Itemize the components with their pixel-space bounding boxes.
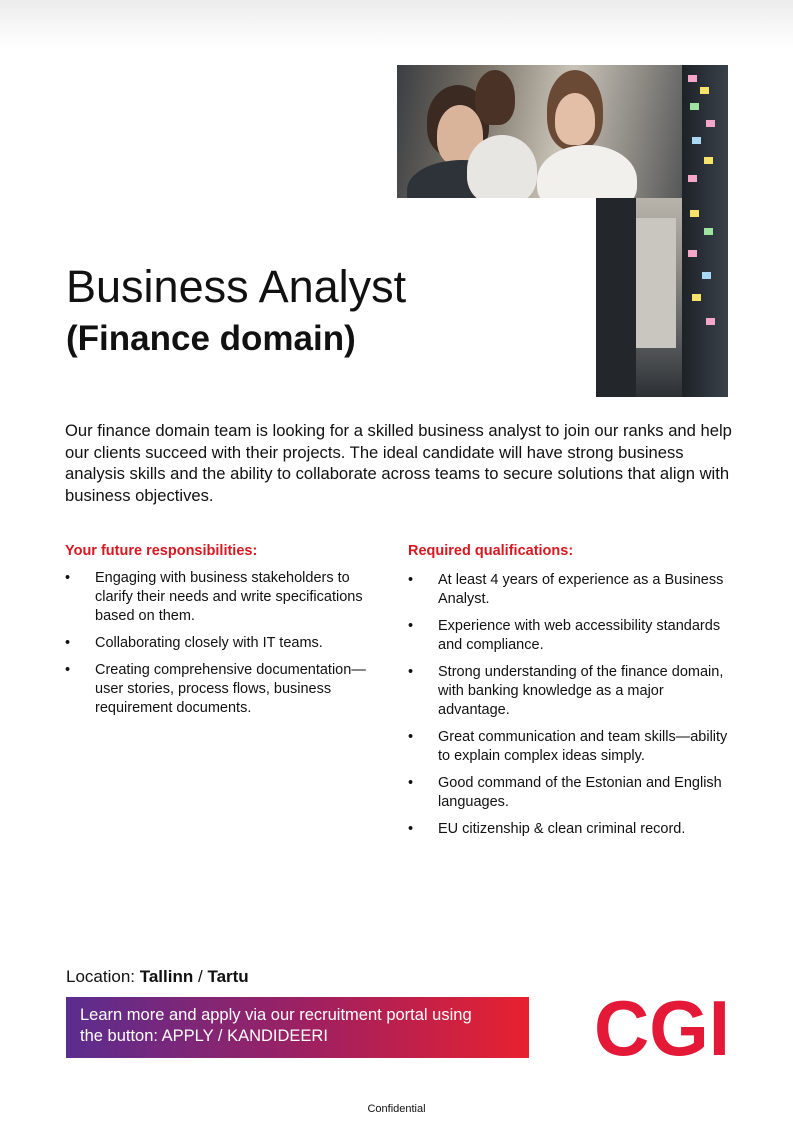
team-photo-side bbox=[596, 198, 728, 397]
bullet-icon: • bbox=[408, 821, 414, 837]
list-item: • Strong understanding of the finance domain, with banking knowledge as a major advantage. bbox=[408, 664, 724, 718]
bullet-icon: • bbox=[408, 729, 414, 745]
apply-banner[interactable] bbox=[66, 997, 529, 1058]
list-item: • At least 4 years of experience as a Business Analyst. bbox=[408, 572, 724, 607]
top-shadow bbox=[0, 0, 793, 48]
location-city-tallinn: Tallinn bbox=[139, 967, 194, 986]
location-separator: / bbox=[197, 967, 203, 986]
location-city-tartu: Tartu bbox=[207, 967, 249, 986]
team-photo-top bbox=[397, 65, 728, 198]
confidential-footer: Confidential bbox=[367, 1103, 426, 1115]
qualifications-heading: Required qualifications: bbox=[408, 543, 574, 559]
bullet-icon: • bbox=[408, 618, 414, 634]
responsibilities-heading: Your future responsibilities: bbox=[65, 543, 258, 559]
svg-text:CGI: CGI bbox=[594, 993, 730, 1061]
bullet-icon: • bbox=[65, 662, 71, 678]
intro-paragraph: Our finance domain team is looking for a skilled business analyst to join our ranks and help our clients succeed with their projects. The ideal candidate will have strong business analysis skills and the ability to collaborate across teams to secure solutions that align with business objectives. bbox=[65, 421, 732, 505]
location-line bbox=[66, 967, 249, 987]
apply-banner-line1: Learn more and apply via our recruitment portal using bbox=[80, 1006, 472, 1024]
list-item: • EU citizenship & clean criminal record. bbox=[408, 821, 686, 837]
apply-banner-line2: the button: APPLY / KANDIDEERI bbox=[80, 1027, 328, 1045]
list-item: • Collaborating closely with IT teams. bbox=[65, 635, 323, 651]
list-item: • Great communication and team skills—ability to explain complex ideas simply. bbox=[408, 729, 728, 764]
list-item: • Creating comprehensive documentation—user stories, process flows, business requirement documents. bbox=[65, 662, 366, 716]
list-item: • Good command of the Estonian and English languages. bbox=[408, 775, 722, 810]
qualifications-list bbox=[408, 571, 730, 847]
page-title: Business Analyst bbox=[66, 261, 407, 312]
location-label: Location: bbox=[66, 967, 135, 986]
bullet-icon: • bbox=[408, 572, 414, 588]
list-item: • Engaging with business stakeholders to clarify their needs and write specifications based on them. bbox=[65, 570, 363, 624]
bullet-icon: • bbox=[408, 664, 414, 680]
responsibilities-list bbox=[65, 569, 387, 726]
bullet-icon: • bbox=[408, 775, 414, 791]
bullet-icon: • bbox=[65, 570, 71, 586]
list-item: • Experience with web accessibility standards and compliance. bbox=[408, 618, 721, 653]
cgi-logo-icon bbox=[594, 993, 730, 1061]
page-subtitle: (Finance domain) bbox=[66, 319, 356, 358]
bullet-icon: • bbox=[65, 635, 71, 651]
